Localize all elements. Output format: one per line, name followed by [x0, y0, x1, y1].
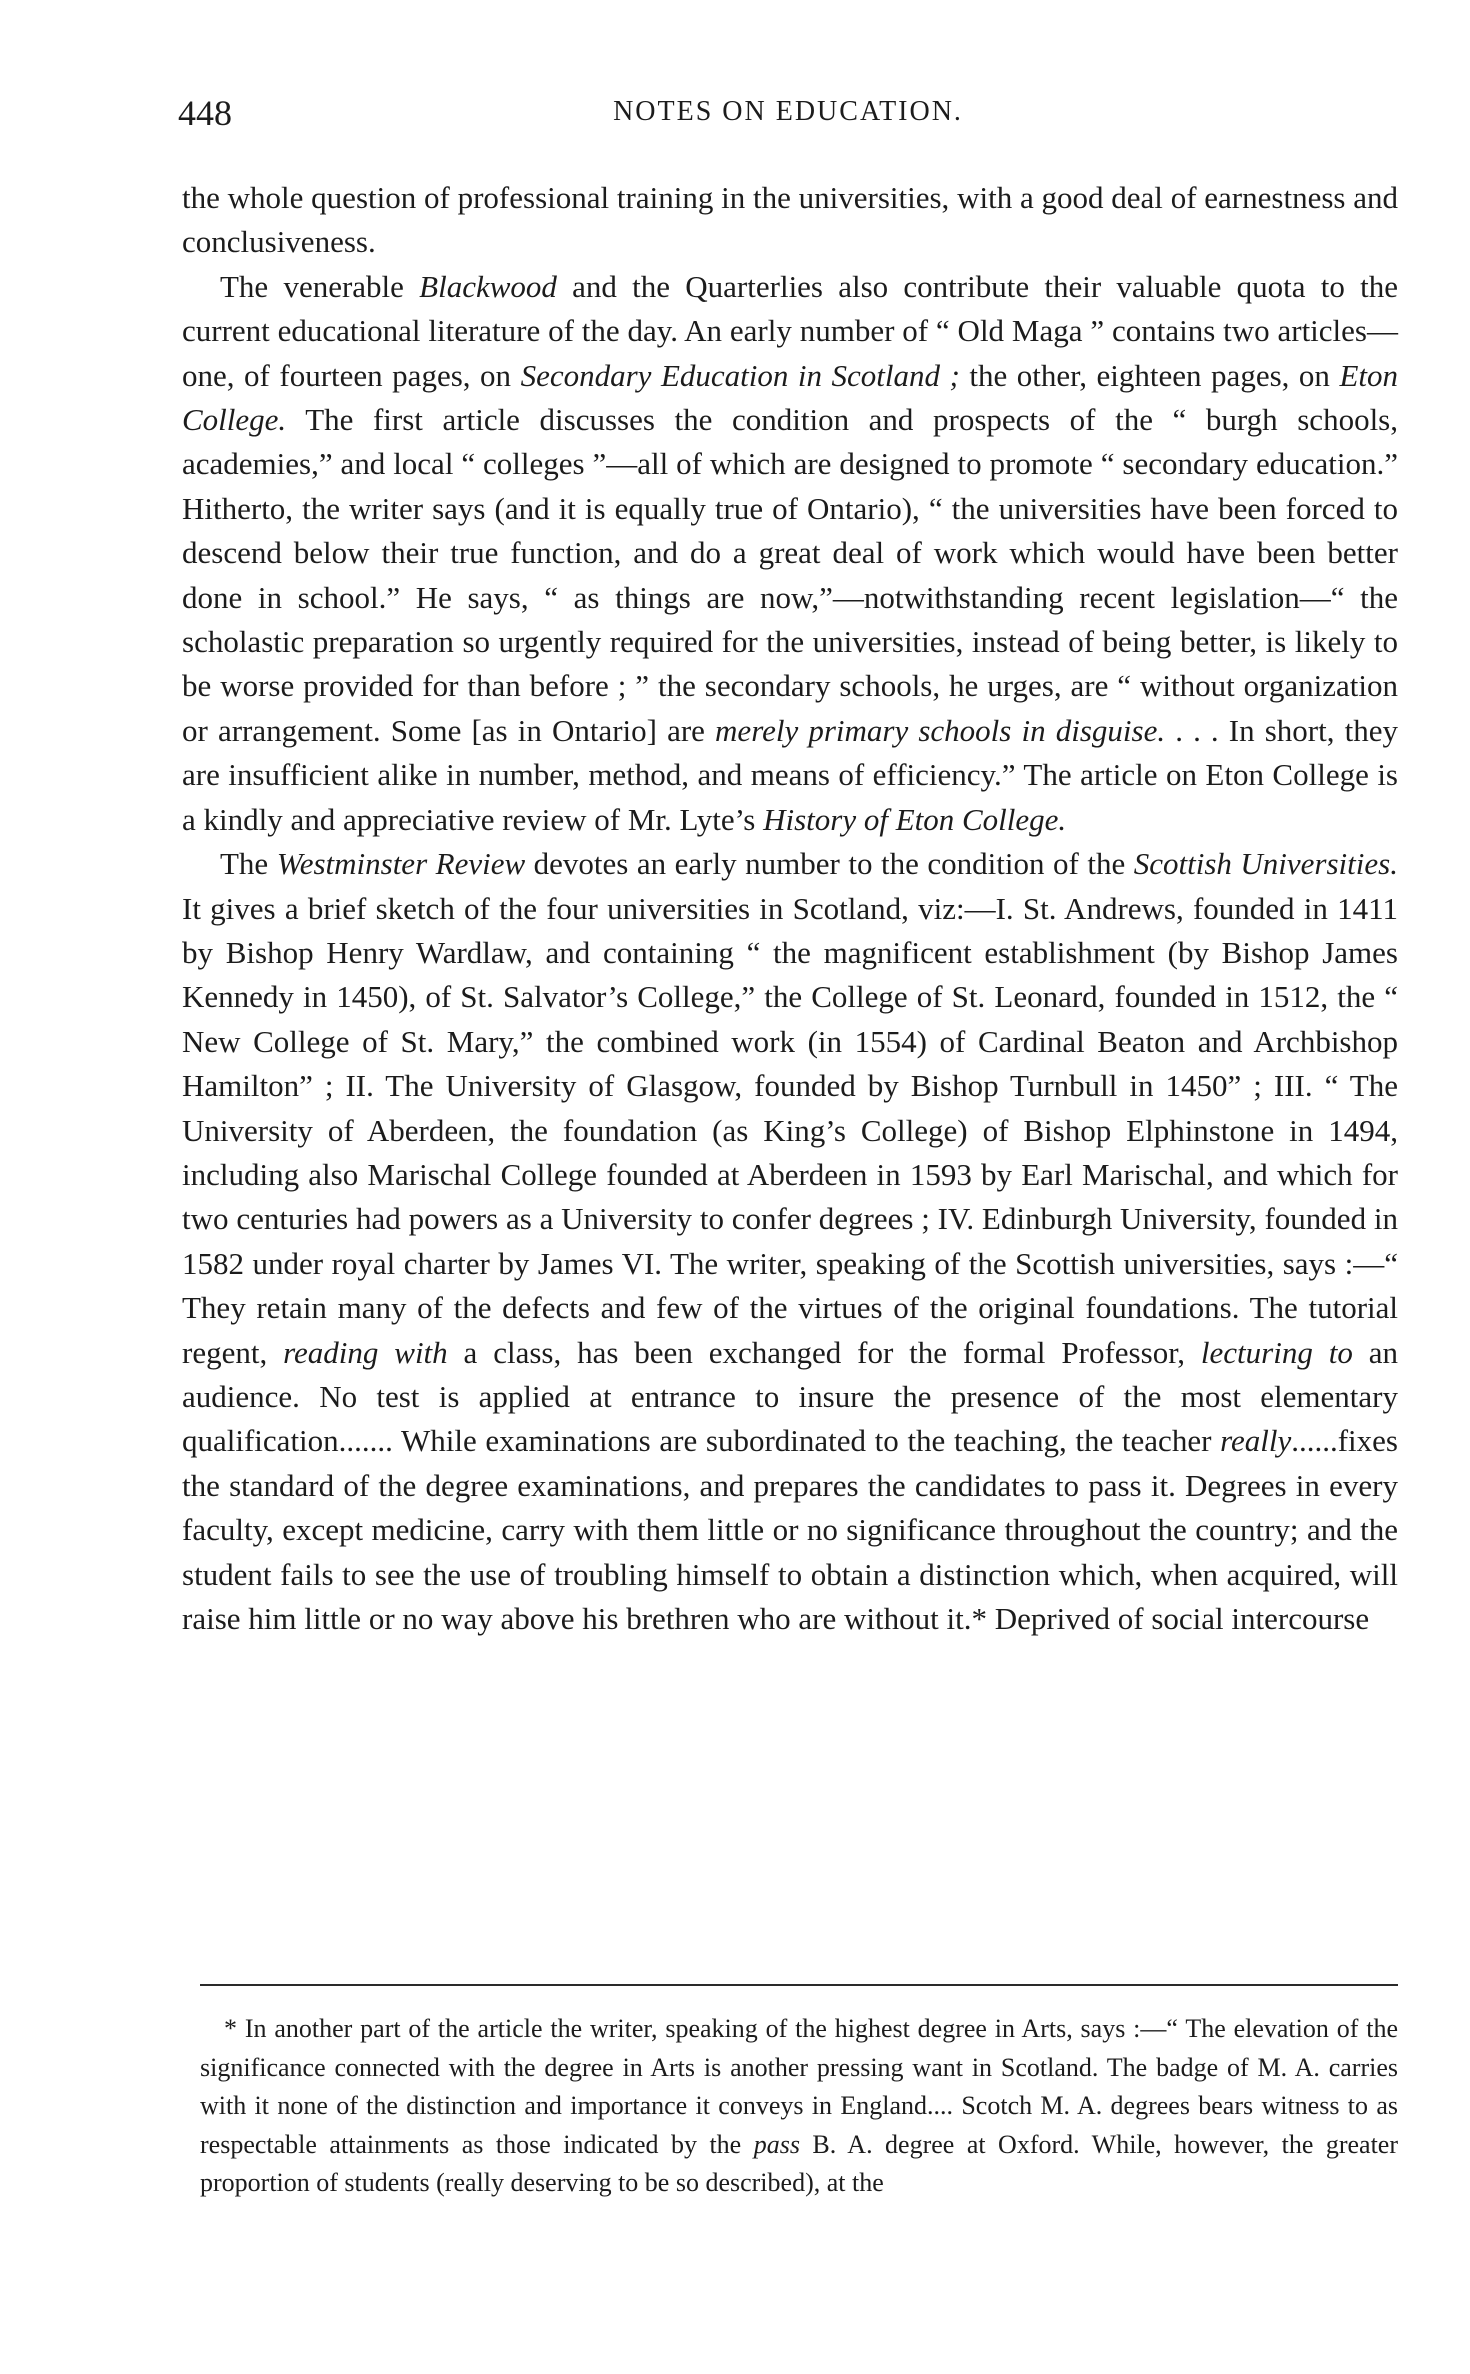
page-header	[178, 92, 1398, 136]
text-run: It gives a brief sketch of the four universities in Scotland, viz:—I. St. Andrews, founded in 1411 by Bishop Henry Wardlaw, and containing “ the magnificent establishment (by Bishop James Kennedy in 1450), of St. Salvator’s College,” the College of St. Leonard, founded in 1512, the “ New College of St. Mary,” the combined work (in 1554) of Cardinal Beaton and Archbishop Hamilton” ; II. The University of Glasgow, founded by Bishop Turnbull in 1450” ; III. “ The University of Aberdeen, the foundation (as King’s College) of Bishop Elphinstone in 1494, including also Marischal College founded at Aberdeen in 1593 by Earl Marischal, and which for two centuries had powers as a University to confer degrees ; IV. Edinburgh University, founded in 1582 under royal charter by James VI. The writer, speaking of the Scottish universities, says :—“ They retain many of the defects and few of the virtues of the original foundations. The tutorial regent,	[182, 890, 1398, 1370]
text-run: devotes an early number to the condition of the	[525, 846, 1134, 882]
footnote	[200, 2010, 1398, 2203]
text-run: the other, eighteen pages, on	[959, 357, 1340, 393]
text-run: an audience. No test is applied at entrance to insure the presence of the most elementary qualification....... While examinations are subordinated to the teaching, the teacher	[182, 1334, 1398, 1459]
text-run: The venerable	[220, 268, 420, 304]
paragraph-2	[182, 265, 1398, 842]
text-run: a class, has been exchanged for the formal Professor,	[447, 1334, 1201, 1370]
italic-text: Blackwood	[419, 268, 557, 304]
italic-text: Eton College.	[182, 357, 1398, 438]
body-text	[182, 176, 1398, 1641]
italic-text: reading with	[283, 1334, 448, 1370]
running-title: NOTES ON EDUCATION.	[613, 96, 963, 127]
text-run: * In another part of the article the writer, speaking of the highest degree in Arts, says :—“ The elevation of the significance connected with the degree in Arts is another pressing want in Scotland. The badge of M. A. carries with it none of the distinction and importance it conveys in England.... Scotch M. A. degrees bears witness to as respectable attainments as those indicated by the	[200, 2014, 1398, 2159]
italic-text: pass	[753, 2129, 800, 2159]
italic-text: Scottish Universities.	[1133, 846, 1398, 882]
text-run: . . . In short, they are insufficient alike in number, method, and means of efficiency.” The article on Eton College is a kindly and appreciative review of Mr. Lyte’s	[182, 712, 1398, 837]
text-run: the whole question of professional training in the universities, with a good deal of earnestness and conclusiveness.	[182, 180, 1398, 260]
italic-text: merely primary schools in disguise.	[715, 712, 1166, 748]
text-run: ......fixes the standard of the degree examinations, and prepares the candidates to pass it. Degrees in every faculty, except medicine, carry with them little or no significance throughout the country; and the student fails to see the use of troubling himself to obtain a distinction which, when acquired, will raise him little or no way above his brethren who are without it.* Deprived of social intercourse	[182, 1423, 1398, 1636]
page-number: 448	[178, 93, 232, 133]
paragraph-3	[182, 842, 1398, 1641]
italic-text: Secondary Education in Scotland ;	[520, 357, 960, 393]
text-run: B. A. degree at Oxford. While, however, the greater proportion of students (really deserving to be so described), at the	[200, 2129, 1398, 2197]
italic-text: Westminster Review	[276, 846, 526, 882]
footnote-divider	[200, 1984, 1398, 1986]
italic-text: History of Eton College.	[763, 801, 1067, 837]
text-run: and the Quarterlies also contribute their valuable quota to the current educational literature of the day. An early number of “ Old Maga ” contains two articles—one, of fourteen pages, on	[182, 268, 1398, 393]
italic-text: lecturing to	[1200, 1334, 1353, 1370]
paragraph-1	[182, 176, 1398, 265]
text-run: The	[220, 846, 277, 882]
italic-text: really	[1220, 1423, 1292, 1459]
text-run: The first article discusses the condition and prospects of the “ burgh schools, academies,” and local “ colleges ”—all of which are designed to promote “ secondary education.” Hitherto, the writer says (and it is equally true of Ontario), “ the universities have been forced to descend below their true function, and do a great deal of work which would have been better done in school.” He says, “ as things are now,”—notwithstanding recent legislation—“ the scholastic preparation so urgently required for the universities, instead of being better, is likely to be worse provided for than before ; ” the secondary schools, he urges, are “ without organization or arrangement. Some [as in Ontario] are	[182, 402, 1398, 748]
footnote-text	[200, 2010, 1398, 2203]
